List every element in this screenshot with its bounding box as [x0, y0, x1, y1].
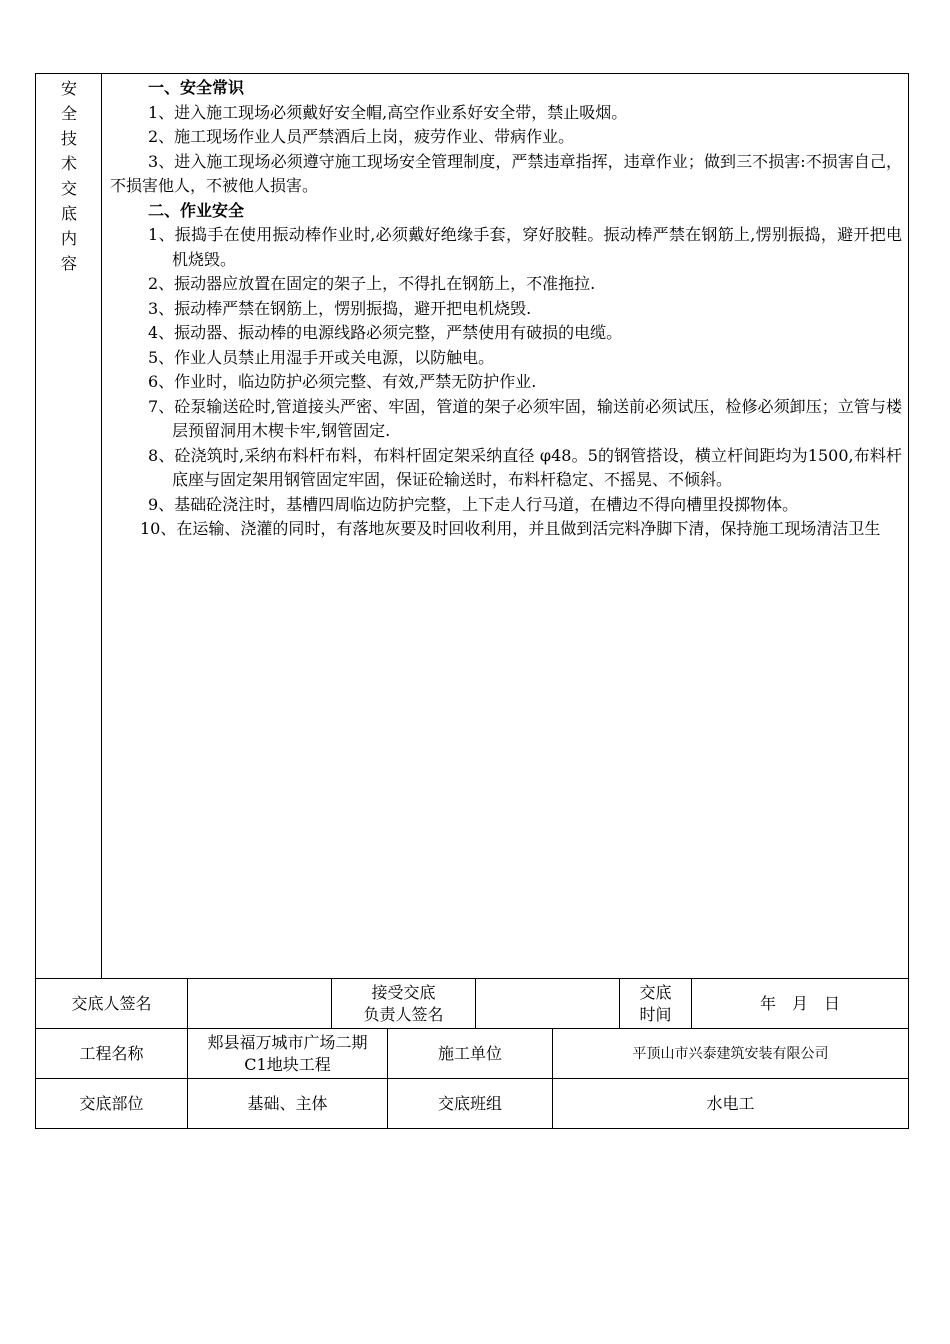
- giver-label: [36, 979, 187, 1028]
- side-label-char: 容: [60, 254, 77, 273]
- side-label-char: 底: [60, 204, 77, 223]
- construction-unit-value-text: 平顶山市兴泰建筑安装有限公司: [632, 1045, 829, 1062]
- side-label-char: 安: [60, 79, 77, 98]
- list-item: 1、进入施工现场必须戴好安全帽,高空作业系好安全带，禁止吸烟。: [148, 102, 628, 122]
- receiver-label: [332, 979, 475, 1028]
- disclosure-part-value-text: 基础、主体: [247, 1093, 328, 1113]
- list-item: 3、振动棒严禁在钢筋上，愣别振捣，避开把电机烧毁.: [148, 298, 532, 318]
- receiver-signature-field[interactable]: [476, 979, 619, 1028]
- time-label-line2: 时间: [639, 1004, 672, 1024]
- giver-label-text: 交底人签名: [71, 993, 152, 1013]
- list-item: 4、振动器、振动棒的电源线路必须完整，严禁使用有破损的电缆。: [148, 323, 623, 342]
- list-item: 9、基础砼浇注时，基槽四周临边防护完整，上下走人行马道，在槽边不得向槽里投掷物体。: [148, 494, 799, 514]
- list-item: 7、砼泵输送砼时,管道接头严密、牢固，管道的架子必须牢固，输送前必须试压，检修必须卸压；立管与楼层预留洞用木楔卡牢,钢管固定.: [148, 396, 902, 440]
- list-item: 1、振捣手在使用振动棒作业时,必须戴好绝缘手套，穿好胶鞋。振动棒严禁在钢筋上,愣别振捣，避开把电机烧毁。: [148, 225, 902, 269]
- giver-signature-field[interactable]: [188, 979, 331, 1028]
- time-label: [620, 979, 691, 1028]
- list-item: 2、振动器应放置在固定的架子上，不得扎在钢筋上，不准拖拉.: [148, 274, 596, 293]
- receiver-label-line1: 接受交底: [371, 982, 436, 1002]
- project-name-label: [36, 1029, 187, 1078]
- project-name-label-text: 工程名称: [79, 1043, 144, 1063]
- list-item: 2、施工现场作业人员严禁酒后上岗，疲劳作业、带病作业。: [148, 127, 575, 146]
- list-item: 5、作业人员禁止用湿手开或关电源，以防触电。: [148, 347, 495, 367]
- disclosure-part-label: [36, 1079, 187, 1128]
- section-title: 一、安全常识: [148, 78, 245, 97]
- project-name-line2: C1地块工程: [244, 1054, 331, 1074]
- section-title: 二、作业安全: [148, 200, 245, 220]
- list-item: 8、砼浇筑时,采纳布料杆布料，布料杆固定架采纳直径 φ48。5的钢管搭设，横立杆间距均为1500,布料杆底座与固定架用钢管固定牢固，保证砼输送时，布料杆稳定、不摇晃、不倾斜。: [148, 445, 902, 489]
- list-item: 3、进入施工现场必须遵守施工现场安全管理制度，严禁违章指挥，违章作业；做到三不损害:不损害自己，不损害他人，不被他人损害。: [110, 151, 902, 195]
- side-label-char: 交: [60, 179, 77, 198]
- project-name-line1: 郏县福万城市广场二期: [207, 1032, 368, 1052]
- side-label-char: 术: [60, 154, 77, 173]
- team-label: [388, 1079, 552, 1128]
- time-value: 年 月 日: [759, 993, 840, 1013]
- side-label: [36, 76, 102, 276]
- side-label-char: 技: [60, 129, 77, 148]
- team-value-text: 水电工: [706, 1093, 755, 1113]
- side-label-char: 全: [60, 104, 77, 123]
- construction-unit-label: [388, 1029, 552, 1078]
- construction-unit-value: [553, 1029, 908, 1078]
- disclosure-part-value: [188, 1079, 387, 1128]
- list-item: 10、在运输、浇灌的同时，有落地灰要及时回收利用，并且做到活完料净脚下清，保持施工现场清洁卫生: [140, 519, 881, 538]
- list-item: 6、作业时，临边防护必须完整、有效,严禁无防护作业.: [148, 372, 537, 391]
- project-name-value: [188, 1029, 387, 1078]
- side-label-char: 内: [60, 229, 77, 248]
- team-label-text: 交底班组: [437, 1093, 502, 1113]
- disclosure-content: [110, 76, 902, 542]
- team-value: [553, 1079, 908, 1128]
- disclosure-part-label-text: 交底部位: [79, 1093, 144, 1113]
- construction-unit-label-text: 施工单位: [437, 1043, 502, 1063]
- receiver-label-line2: 负责人签名: [363, 1004, 444, 1024]
- time-label-line1: 交底: [639, 982, 672, 1002]
- time-field[interactable]: [692, 979, 908, 1028]
